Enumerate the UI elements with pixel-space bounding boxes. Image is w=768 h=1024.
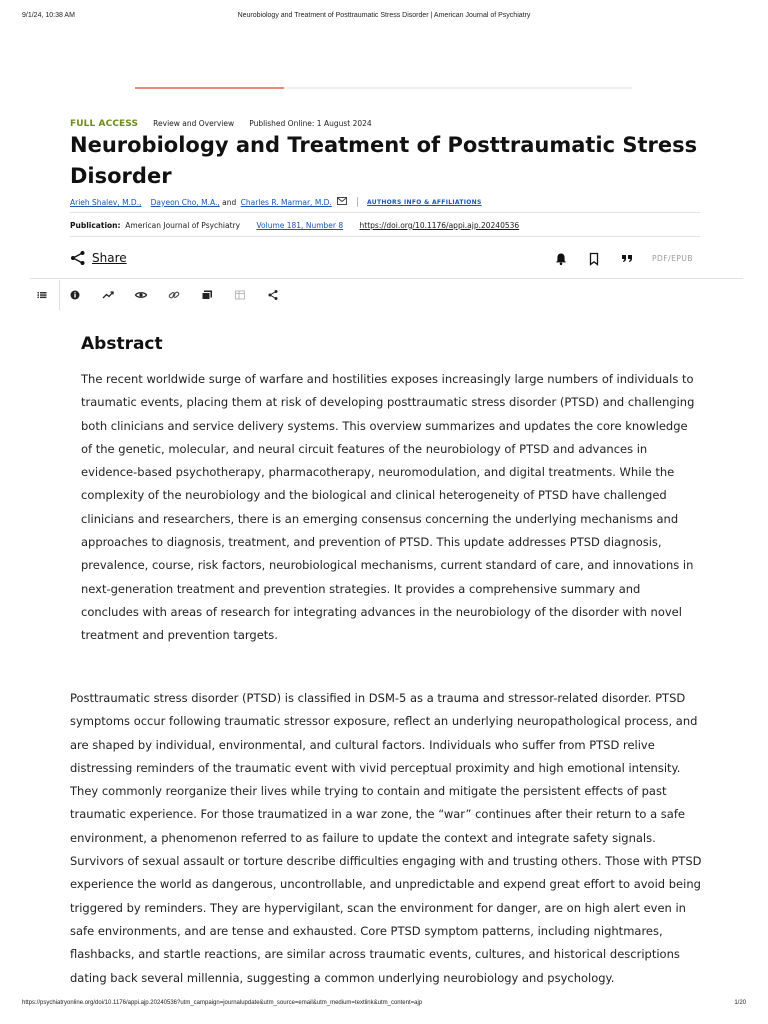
abstract-text: The recent worldwide surge of warfare and hostilities exposes increasingly large numbers of individuals to traumatic events, placing them at risk of developing posttraumatic stress disorder (PTSD) and challenging both clinicians and service delivery systems. This overview summarizes and updates the core knowledge of the genetic, molecular, and neural circuit features of the neurobiology of PTSD and advances in evidence-based psychotherapy, pharmacotherapy, neuromodulation, and digital treatments. While the complexity of the neurobiology and the biological and clinical heterogeneity of PTSD have challenged clinicians and researchers, there is an emerging consensus concerning the underlying mechanisms and approaches to diagnosis, treatment, and prevention of PTSD. This update addresses PTSD diagnosis, prevalence, course, risk factors, neurobiological mechanisms, current standard of care, and innovations in next-generation treatment and prevention strategies. It provides a comprehensive summary and concludes with areas of research for integrating advances in the neurobiology of the disorder with novel treatment and prevention targets.	[81, 372, 695, 643]
authors-divider	[357, 197, 358, 207]
published-date: Published Online: 1 August 2024	[249, 119, 372, 128]
article-type: Review and Overview	[153, 119, 235, 128]
author-link-shalev[interactable]: Arieh Shalev, M.D.,	[70, 197, 142, 207]
volume-link[interactable]: Volume 181, Number 8	[256, 220, 344, 230]
publication-row	[70, 220, 710, 230]
print-url: https://psychiatryonline.org/doi/10.1176/appi.ajp.20240536?utm_campaign=journalupdate&utm_source=email&utm_medium=textlink&utm_content=ajp	[22, 1000, 423, 1006]
article-meta-row	[70, 113, 382, 129]
body-paragraph: Posttraumatic stress disorder (PTSD) is classified in DSM-5 as a trauma and stressor-related disorder. PTSD symptoms occur following traumatic stressor exposure, reflect an underlying neuropathological process, and are shaped by individual, environmental, and cultural factors. Individuals who suffer from PTSD relive distressing reminders of the traumatic event with vivid perceptual proximity and high emotional intensity. They commonly reorganize their lives while trying to contain and mitigate the persistent effects of past traumatic experience. For those traumatized in a war zone, the “war” continues after their return to a safe environment, a phenomenon referred to as failure to update the context and integrate safety signals. Survivors of sexual assault or torture describe difficulties engaging with and trusting others. Those with PTSD experience the world as dangerous, uncontrollable, and unpredictable and expend great effort to avoid being triggered by reminders. They are hypervigilant, scan the environment for danger, are on high alert even in safe environments, and are tense and exhausted. Core PTSD symptom patterns, including nightmares, flashbacks, and startle reactions, are similar across traumatic events, cultures, and historical descriptions dating back several millennia, suggesting a common underlying neurobiology and psychology.	[70, 691, 702, 985]
article-toolbar	[30, 285, 290, 305]
print-header	[22, 12, 746, 24]
author-link-marmar[interactable]: Charles R. Marmar, M.D.	[240, 197, 332, 207]
link-icon[interactable]	[167, 288, 181, 302]
author-link-cho[interactable]: Dayeon Cho, M.A.,	[150, 197, 220, 207]
share-icon	[70, 250, 86, 266]
doi-link[interactable]: https://doi.org/10.1176/appi.ajp.20240536	[359, 220, 520, 230]
info-icon[interactable]	[68, 288, 82, 302]
publication-name: American Journal of Psychiatry	[125, 220, 241, 230]
authors-and: and	[222, 197, 237, 207]
divider-publication	[70, 236, 700, 237]
abstract-heading: Abstract	[81, 334, 163, 354]
list-icon[interactable]	[35, 288, 49, 302]
article-title: Neurobiology and Treatment of Posttraumatic Stress Disorder	[70, 133, 698, 188]
access-badge: FULL ACCESS	[70, 118, 139, 129]
quote-icon[interactable]	[620, 252, 634, 266]
bell-icon[interactable]	[554, 252, 568, 266]
toolbar-separator	[59, 280, 60, 310]
mail-icon[interactable]	[334, 197, 347, 207]
table-icon[interactable]	[233, 288, 247, 302]
share-label: Share	[92, 251, 127, 265]
divider-authors	[70, 212, 700, 213]
authors-row	[70, 197, 700, 211]
divider-toolbar	[30, 278, 743, 279]
share-button[interactable]	[70, 250, 127, 266]
eye-icon[interactable]	[134, 288, 148, 302]
trend-icon[interactable]	[101, 288, 115, 302]
publication-label: Publication:	[70, 220, 121, 230]
bookmark-icon[interactable]	[587, 252, 601, 266]
reading-progress-fill	[135, 87, 284, 89]
authors-affiliations-link[interactable]: AUTHORS INFO & AFFILIATIONS	[367, 198, 482, 206]
pdf-epub-button[interactable]: PDF/EPUB	[651, 254, 693, 263]
print-page-number: 1/20	[734, 1000, 746, 1006]
reading-progress-bar	[135, 87, 632, 89]
article-actions-row	[70, 250, 700, 268]
share-icon[interactable]	[266, 288, 280, 302]
print-page-title: Neurobiology and Treatment of Posttraumatic Stress Disorder | American Journal of Psychiatry	[237, 12, 531, 19]
print-footer	[22, 1000, 746, 1010]
gallery-icon[interactable]	[200, 288, 214, 302]
print-datetime: 9/1/24, 10:38 AM	[22, 12, 75, 19]
